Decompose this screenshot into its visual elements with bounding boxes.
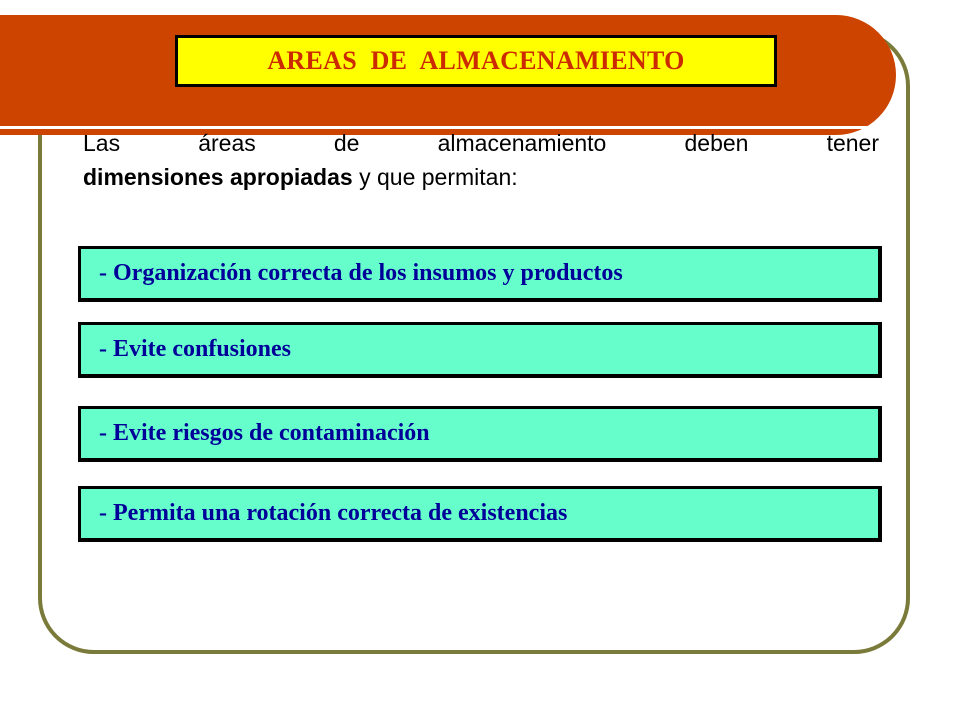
list-item-dash: -: [99, 260, 113, 286]
title-box: [175, 35, 777, 87]
list-item-text: [99, 420, 430, 447]
list-item-label: Organización correcta de los insumos y productos: [113, 260, 623, 286]
list-item-label: Evite confusiones: [113, 336, 292, 362]
list-item-text: [99, 336, 291, 363]
list-item-dash: -: [99, 500, 113, 526]
list-item-dash: -: [99, 420, 113, 446]
list-item-text: [99, 260, 623, 287]
list-item-2: [78, 322, 882, 378]
intro-rest-text: y que permitan:: [352, 164, 518, 190]
list-item-dash: -: [99, 336, 113, 362]
slide-title: AREAS DE ALMACENAMIENTO: [267, 46, 685, 75]
list-item-1: [78, 246, 882, 302]
intro-paragraph: [83, 126, 879, 194]
list-item-4: [78, 486, 882, 542]
intro-bold-text: dimensiones apropiadas: [83, 164, 353, 190]
intro-line-1: Las áreas de almacenamiento deben tener: [83, 130, 879, 156]
list-item-3: [78, 406, 882, 462]
list-item-label: Permita una rotación correcta de existencias: [113, 500, 568, 526]
list-item-text: [99, 500, 567, 527]
list-item-label: Evite riesgos de contaminación: [113, 420, 430, 446]
